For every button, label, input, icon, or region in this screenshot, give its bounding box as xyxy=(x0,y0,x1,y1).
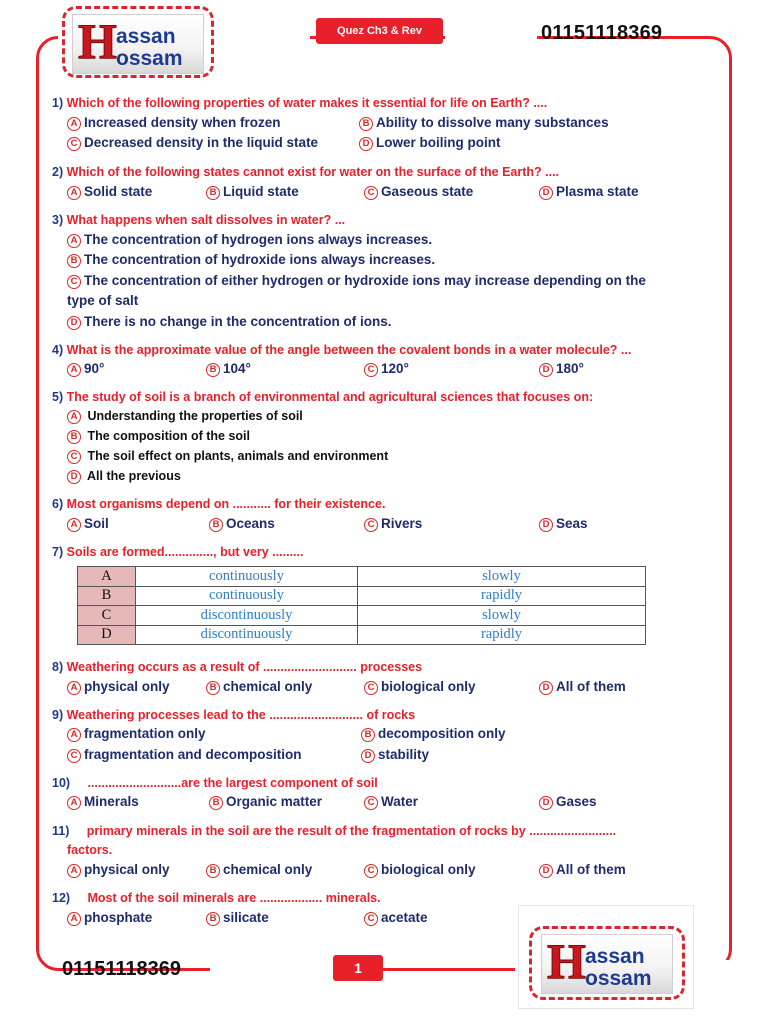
question-8: 8) Weathering occurs as a result of ........................... processes xyxy=(52,660,423,674)
circle-b-icon: B xyxy=(206,912,220,926)
circle-a-icon: A xyxy=(67,410,81,424)
option-a[interactable]: A Minerals xyxy=(67,794,139,810)
circle-c-icon: C xyxy=(364,796,378,810)
circle-a-icon: A xyxy=(67,234,81,248)
option-d[interactable]: D All of them xyxy=(539,862,626,878)
circle-a-icon: A xyxy=(67,186,81,200)
circle-b-icon: B xyxy=(67,430,81,444)
circle-d-icon: D xyxy=(539,681,553,695)
option-c[interactable]: C fragmentation and decomposition xyxy=(67,747,302,763)
circle-a-icon: A xyxy=(67,518,81,532)
question-9: 9) Weathering processes lead to the ........................... of rocks xyxy=(52,708,416,722)
circle-c-icon: C xyxy=(364,912,378,926)
table-cell-letter: B xyxy=(78,586,136,606)
logo-word-1: assan xyxy=(116,25,176,48)
circle-c-icon: C xyxy=(364,518,378,532)
option-b[interactable]: B 104° xyxy=(206,361,251,377)
option-d[interactable]: D Lower boiling point xyxy=(359,135,500,151)
circle-b-icon: B xyxy=(359,117,373,131)
answer-table xyxy=(77,566,646,645)
question-12: 12) Most of the soil minerals are .................. minerals. xyxy=(52,891,381,905)
circle-c-icon: C xyxy=(364,363,378,377)
option-b[interactable]: B The concentration of hydroxide ions always increases. xyxy=(67,252,435,268)
option-a[interactable]: A 90° xyxy=(67,361,104,377)
option-d[interactable]: D stability xyxy=(361,747,429,763)
option-d[interactable]: D Gases xyxy=(539,794,597,810)
option-b[interactable]: B chemical only xyxy=(206,862,312,878)
phone-number-top: 01151118369 xyxy=(541,22,663,44)
circle-a-icon: A xyxy=(67,728,81,742)
option-c[interactable]: C 120° xyxy=(364,361,409,377)
question-10: 10) ...........................are the largest component of soil xyxy=(52,776,378,790)
logo-word-2: ossam xyxy=(116,47,183,70)
circle-b-icon: B xyxy=(206,186,220,200)
option-b[interactable]: B The composition of the soil xyxy=(67,429,250,444)
option-b[interactable]: B silicate xyxy=(206,910,269,926)
option-d[interactable]: D There is no change in the concentration of ions. xyxy=(67,314,392,330)
option-c[interactable]: C biological only xyxy=(364,862,476,878)
option-a[interactable]: A Increased density when frozen xyxy=(67,115,281,131)
question-2: 2) Which of the following states cannot exist for water on the surface of the Earth? .... xyxy=(52,165,560,179)
logo-top xyxy=(58,4,218,82)
circle-b-icon: B xyxy=(361,728,375,742)
option-c[interactable]: C The soil effect on plants, animals and environment xyxy=(67,449,388,464)
option-b[interactable]: B Organic matter xyxy=(209,794,322,810)
option-b[interactable]: B Liquid state xyxy=(206,184,299,200)
table-row[interactable] xyxy=(78,567,646,587)
circle-c-icon: C xyxy=(67,749,81,763)
circle-d-icon: D xyxy=(539,796,553,810)
quiz-title-badge: Quez Ch3 & Rev xyxy=(316,18,443,44)
option-c[interactable]: C The concentration of either hydrogen or hydroxide ions may increase depending on the xyxy=(67,273,646,289)
logo-letter: H xyxy=(547,933,586,989)
option-b[interactable]: B Ability to dissolve many substances xyxy=(359,115,609,131)
circle-d-icon: D xyxy=(539,518,553,532)
option-c[interactable]: C biological only xyxy=(364,679,476,695)
circle-d-icon: D xyxy=(67,316,81,330)
option-c[interactable]: C Water xyxy=(364,794,418,810)
circle-b-icon: B xyxy=(209,518,223,532)
option-d[interactable]: D 180° xyxy=(539,361,584,377)
circle-b-icon: B xyxy=(206,363,220,377)
option-a[interactable]: A physical only xyxy=(67,862,170,878)
circle-a-icon: A xyxy=(67,681,81,695)
circle-c-icon: C xyxy=(364,864,378,878)
page-number-badge: 1 xyxy=(333,955,383,981)
table-cell: continuously xyxy=(136,567,358,587)
table-cell: discontinuously xyxy=(136,606,358,626)
circle-d-icon: D xyxy=(67,470,81,484)
table-cell-letter: D xyxy=(78,625,136,645)
option-a[interactable]: A Solid state xyxy=(67,184,152,200)
circle-d-icon: D xyxy=(539,864,553,878)
table-row[interactable] xyxy=(78,606,646,626)
logo-letter: H xyxy=(78,13,117,69)
option-a[interactable]: A phosphate xyxy=(67,910,152,926)
table-cell-letter: C xyxy=(78,606,136,626)
question-11: 11) primary minerals in the soil are the result of the fragmentation of rocks by ......................... xyxy=(52,824,617,838)
circle-a-icon: A xyxy=(67,363,81,377)
logo-word-1: assan xyxy=(585,945,645,968)
option-d[interactable]: D Plasma state xyxy=(539,184,639,200)
option-c-continued: type of salt xyxy=(67,293,139,308)
circle-b-icon: B xyxy=(67,254,81,268)
option-a[interactable]: A physical only xyxy=(67,679,170,695)
table-cell: slowly xyxy=(358,567,646,587)
circle-a-icon: A xyxy=(67,117,81,131)
logo-bottom xyxy=(518,905,694,1009)
circle-a-icon: A xyxy=(67,864,81,878)
circle-d-icon: D xyxy=(539,186,553,200)
circle-c-icon: C xyxy=(67,450,81,464)
circle-c-icon: C xyxy=(67,137,81,151)
table-row[interactable] xyxy=(78,586,646,606)
option-b[interactable]: B Oceans xyxy=(209,516,275,532)
circle-c-icon: C xyxy=(364,186,378,200)
circle-d-icon: D xyxy=(361,749,375,763)
question-11-continued: factors. xyxy=(67,843,113,857)
table-cell: discontinuously xyxy=(136,625,358,645)
circle-b-icon: B xyxy=(206,864,220,878)
question-1: 1) Which of the following properties of water makes it essential for life on Earth? .... xyxy=(52,96,548,110)
phone-number-bottom: 01151118369 xyxy=(62,958,182,980)
table-cell: rapidly xyxy=(358,586,646,606)
table-cell: rapidly xyxy=(358,625,646,645)
table-cell: continuously xyxy=(136,586,358,606)
circle-a-icon: A xyxy=(67,912,81,926)
option-a[interactable]: A Soil xyxy=(67,516,109,532)
option-b[interactable]: B chemical only xyxy=(206,679,312,695)
table-row[interactable] xyxy=(78,625,646,645)
table-cell-letter: A xyxy=(78,567,136,587)
question-4: 4) What is the approximate value of the angle between the covalent bonds in a water molecule? ... xyxy=(52,343,632,357)
frame-gap xyxy=(210,960,335,976)
option-d[interactable]: D All the previous xyxy=(67,469,181,484)
question-6: 6) Most organisms depend on ........... for their existence. xyxy=(52,497,386,511)
circle-d-icon: D xyxy=(359,137,373,151)
option-a[interactable]: A The concentration of hydrogen ions always increases. xyxy=(67,232,432,248)
option-c[interactable]: C Rivers xyxy=(364,516,422,532)
question-7: 7) Soils are formed.............., but very ......... xyxy=(52,545,304,559)
question-5: 5) The study of soil is a branch of environmental and agricultural sciences that focuses on: xyxy=(52,390,594,404)
question-3: 3) What happens when salt dissolves in water? ... xyxy=(52,213,346,227)
table-cell: slowly xyxy=(358,606,646,626)
option-c[interactable]: C acetate xyxy=(364,910,428,926)
frame-gap xyxy=(445,28,537,44)
circle-a-icon: A xyxy=(67,796,81,810)
circle-b-icon: B xyxy=(209,796,223,810)
circle-b-icon: B xyxy=(206,681,220,695)
option-b[interactable]: B decomposition only xyxy=(361,726,506,742)
circle-d-icon: D xyxy=(539,363,553,377)
option-d[interactable]: D All of them xyxy=(539,679,626,695)
circle-c-icon: C xyxy=(67,275,81,289)
option-a[interactable]: A Understanding the properties of soil xyxy=(67,409,303,424)
logo-word-2: ossam xyxy=(585,967,652,990)
option-c[interactable]: C Gaseous state xyxy=(364,184,473,200)
circle-c-icon: C xyxy=(364,681,378,695)
option-c[interactable]: C Decreased density in the liquid state xyxy=(67,135,318,151)
option-a[interactable]: A fragmentation only xyxy=(67,726,206,742)
option-d[interactable]: D Seas xyxy=(539,516,588,532)
